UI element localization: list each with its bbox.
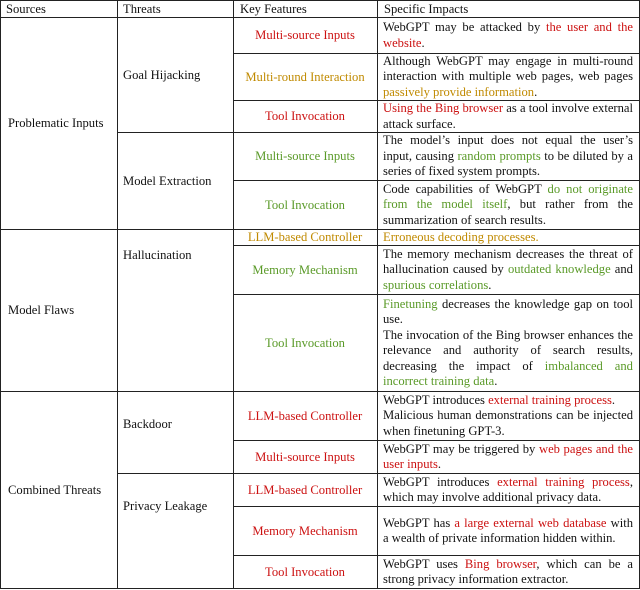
header-threats: Threats — [123, 2, 161, 16]
impact-cell: WebGPT introduces external training process, which may involve additional privacy data. — [383, 474, 633, 504]
source-problematic-inputs: Problematic Inputs — [8, 116, 104, 130]
impact-cell: WebGPT uses Bing browser, which can be a strong privacy information extractor. — [383, 556, 633, 586]
impact-cell: Code capabilities of WebGPT do not originate from the model itself, but rather from the summarization of search results. — [383, 181, 633, 227]
feature-tool-invocation: Tool Invocation — [265, 335, 345, 350]
threat-model-extraction: Model Extraction — [123, 173, 212, 188]
impact-cell: WebGPT has a large external web database with a wealth of private information hidden within. — [383, 515, 633, 545]
feature-tool-invocation: Tool Invocation — [265, 197, 345, 212]
table-top-rule — [0, 0, 640, 1]
impact-cell: Erroneous decoding processes. — [383, 229, 539, 244]
impact-cell: WebGPT may be triggered by web pages and the user inputs. — [383, 441, 633, 471]
feature-multi-source-inputs: Multi-source Inputs — [255, 28, 355, 42]
feature-tool-invocation: Tool Invocation — [265, 564, 345, 579]
impact-cell: The memory mechanism decreases the threat of hallucination caused by outdated knowledge and spurious correlations. — [383, 246, 633, 292]
feature-tool-invocation: Tool Invocation — [265, 109, 345, 123]
threat-goal-hijacking: Goal Hijacking — [123, 67, 201, 82]
feature-multi-round-interaction: Multi-round Interaction — [245, 69, 365, 84]
threat-backdoor: Backdoor — [123, 416, 172, 431]
header-key-features: Key Features — [240, 2, 307, 16]
impact-cell: WebGPT introduces external training process. Malicious human demonstrations can be injected when finetuning GPT-3. — [383, 392, 633, 438]
feature-llm-based-controller: LLM-based Controller — [247, 408, 363, 423]
impact-cell: The model’s input does not equal the user’s input, causing random prompts to be diluted by a series of fixed system prompts. — [383, 133, 633, 179]
header-sources: Sources — [6, 2, 46, 16]
impact-cell: WebGPT may be attacked by the user and the website. — [383, 20, 633, 50]
header-specific-impacts: Specific Impacts — [384, 2, 469, 16]
threat-hallucination: Hallucination — [123, 247, 192, 262]
table-bottom-rule — [0, 588, 640, 589]
threat-privacy-leakage: Privacy Leakage — [123, 498, 208, 513]
feature-multi-source-inputs: Multi-source Inputs — [255, 449, 355, 464]
impact-cell: Finetuning decreases the knowledge gap on tool use. The invocation of the Bing browser enhances the relevance and authority of search results, decreasing the impact of imbalanced and incorrect training data. — [383, 296, 633, 388]
feature-multi-source-inputs: Multi-source Inputs — [255, 149, 355, 163]
feature-llm-based-controller: LLM-based Controller — [247, 230, 363, 244]
feature-memory-mechanism: Memory Mechanism — [252, 523, 358, 538]
feature-memory-mechanism: Memory Mechanism — [252, 262, 358, 277]
feature-llm-based-controller: LLM-based Controller — [247, 482, 363, 497]
source-model-flaws: Model Flaws — [8, 303, 75, 317]
impact-cell: Using the Bing browser as a tool involve external attack surface. — [383, 101, 634, 131]
source-combined-threats: Combined Threats — [8, 482, 102, 497]
impact-cell: Although WebGPT may engage in multi-round interaction with multiple web pages, web pages passively provide information. — [383, 53, 633, 99]
